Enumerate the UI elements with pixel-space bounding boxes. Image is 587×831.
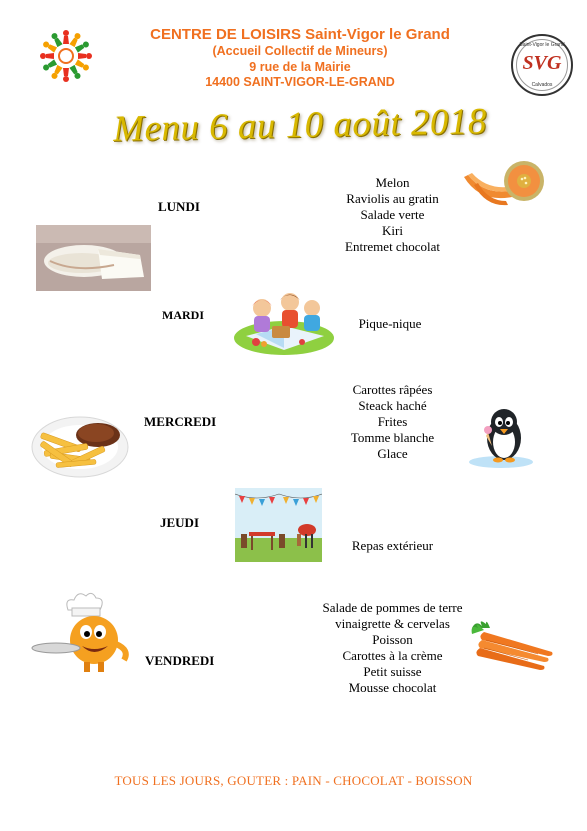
menu-item: Petit suisse <box>363 664 422 679</box>
day-label-wednesday: MERCREDI <box>144 414 217 429</box>
penguin-ice-cream-image <box>466 402 536 470</box>
garden-party-image <box>235 488 322 562</box>
menu-item: Salade de pommes de terre <box>322 600 463 615</box>
seal-top-text: Saint-Vigor le Grand <box>519 42 565 48</box>
header-street: 9 rue de la Mairie <box>249 59 351 74</box>
header-subtitle: (Accueil Collectif de Mineurs) <box>212 44 388 58</box>
menu-monday <box>310 175 475 255</box>
menu-item: Pique-nique <box>358 316 422 331</box>
menu-item: Mousse chocolat <box>348 680 437 695</box>
menu-friday <box>310 600 475 696</box>
menu-item: Frites <box>377 414 408 429</box>
carrots-image <box>468 618 554 672</box>
menu-item: Carottes à la crème <box>342 648 443 663</box>
sun-logo <box>38 25 94 87</box>
picnic-kids-image <box>232 286 336 356</box>
menu-item: Tomme blanche <box>350 430 435 445</box>
menu-item: Repas extérieur <box>351 538 434 553</box>
day-label-thursday: JEUDI <box>160 515 200 530</box>
cheese-image <box>36 225 151 291</box>
menu-wednesday <box>320 382 465 462</box>
menu-item: Carottes râpées <box>352 382 433 397</box>
menu-item: Glace <box>377 446 408 461</box>
menu-item: Raviolis au gratin <box>346 191 439 206</box>
day-label-friday: VENDREDI <box>145 653 215 668</box>
chef-character-image <box>30 592 134 676</box>
town-seal <box>511 34 573 96</box>
header-city: 14400 SAINT-VIGOR-LE-GRAND <box>205 75 395 89</box>
menu-thursday <box>340 538 445 554</box>
menu-tuesday <box>340 316 440 332</box>
melon-image <box>460 155 546 213</box>
menu-item: Steack haché <box>358 398 427 413</box>
snack-footer: TOUS LES JOURS, GOUTER : PAIN - CHOCOLAT - BOISSON <box>114 773 473 788</box>
menu-title: Menu 6 au 10 août 2018 <box>112 101 488 150</box>
menu-item: Kiri <box>382 223 403 238</box>
day-label-tuesday: MARDI <box>162 308 204 322</box>
menu-item: Melon <box>375 175 410 190</box>
seal-bottom-text: Calvados <box>531 82 553 88</box>
day-label-monday: LUNDI <box>158 199 200 214</box>
menu-item: Entremet chocolat <box>345 239 440 254</box>
header-name: CENTRE DE LOISIRS Saint-Vigor le Grand <box>150 26 450 43</box>
organization-header <box>100 26 500 91</box>
menu-item: Poisson <box>372 632 413 647</box>
steak-fries-image <box>30 411 130 481</box>
menu-item: Salade verte <box>360 207 425 222</box>
menu-item: vinaigrette & cervelas <box>335 616 450 631</box>
seal-monogram: SVG <box>522 52 562 74</box>
